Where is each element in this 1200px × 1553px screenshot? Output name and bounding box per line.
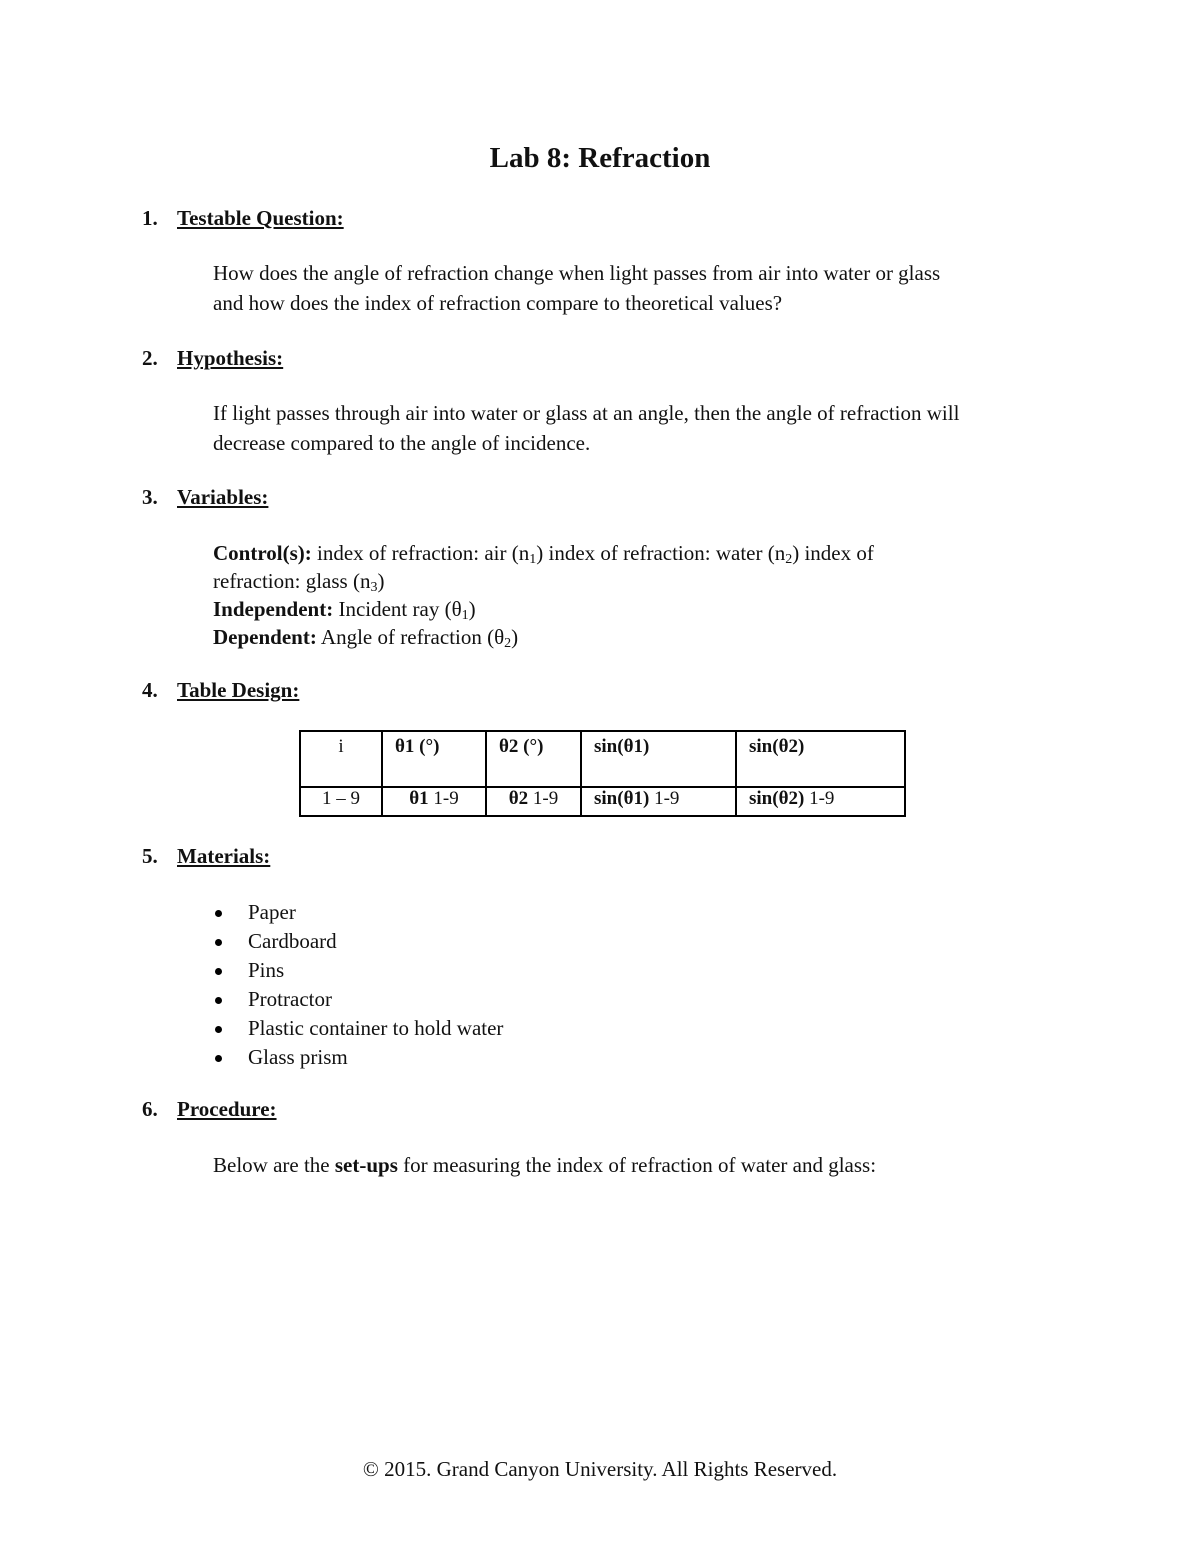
list-item-text: Glass prism bbox=[248, 1045, 348, 1069]
dependent-variable bbox=[213, 623, 1093, 651]
independent-text: ) bbox=[468, 597, 476, 621]
page-title: Lab 8: Refraction bbox=[489, 142, 711, 174]
procedure-text-end: for measuring the index of refraction of water and glass: bbox=[397, 1153, 877, 1177]
section-number: 1. bbox=[142, 206, 158, 230]
hypothesis-line: decrease compared to the angle of incidence. bbox=[213, 431, 591, 455]
section-label: Testable Question: bbox=[177, 206, 344, 230]
section-number: 5. bbox=[142, 844, 158, 868]
list-item-text: Pins bbox=[248, 958, 285, 982]
copyright-footer: © 2015. Grand Canyon University. All Rights Reserved. bbox=[362, 1457, 838, 1481]
procedure-text-start: Below are the bbox=[213, 1153, 335, 1177]
section-heading-table-design bbox=[142, 678, 299, 703]
control-text: ) bbox=[377, 569, 385, 593]
section-label: Table Design: bbox=[177, 678, 300, 702]
bullet-icon bbox=[215, 997, 222, 1004]
control-variables-cont bbox=[213, 567, 1093, 595]
section-heading-materials bbox=[142, 844, 270, 869]
header-cell: sin(θ2) bbox=[736, 731, 905, 787]
hypothesis-text bbox=[213, 398, 1093, 458]
bullet-icon bbox=[215, 939, 222, 946]
variables-text bbox=[213, 539, 1093, 651]
cell-text: 1-9 bbox=[649, 788, 680, 809]
hypothesis-line: If light passes through air into water or glass at an angle, then the angle of refraction will bbox=[213, 401, 960, 425]
section-number: 4. bbox=[142, 678, 158, 702]
cell-text: 1 – 9 bbox=[322, 788, 360, 809]
control-label: Control(s): bbox=[213, 541, 312, 565]
independent-label: Independent: bbox=[213, 597, 334, 621]
cell-bold: sin(θ1) bbox=[594, 788, 650, 809]
table-cell bbox=[736, 787, 905, 816]
independent-variable bbox=[213, 595, 1093, 623]
dependent-text: ) bbox=[511, 625, 519, 649]
dependent-text: Angle of refraction (θ bbox=[316, 625, 505, 649]
section-label: Materials: bbox=[177, 844, 271, 868]
list-item bbox=[213, 898, 503, 927]
header-cell: θ1 (°) bbox=[382, 731, 486, 787]
section-label: Hypothesis: bbox=[177, 346, 284, 370]
subscript: 1 bbox=[461, 608, 469, 623]
control-variables bbox=[213, 539, 1093, 567]
header-cell: θ2 (°) bbox=[486, 731, 581, 787]
table-cell bbox=[300, 787, 382, 816]
dependent-label: Dependent: bbox=[213, 625, 317, 649]
cell-bold: sin(θ2) bbox=[749, 788, 805, 809]
data-table bbox=[299, 730, 906, 817]
section-heading-variables bbox=[142, 485, 268, 510]
section-label: Procedure: bbox=[177, 1097, 277, 1121]
cell-text: 1-9 bbox=[428, 788, 459, 809]
list-item bbox=[213, 1043, 503, 1072]
header-cell: i bbox=[300, 731, 382, 787]
table-header-row bbox=[300, 731, 905, 787]
table-cell bbox=[486, 787, 581, 816]
control-text: index of refraction: air (n bbox=[311, 541, 530, 565]
procedure-text-bold: set-ups bbox=[334, 1153, 398, 1177]
subscript: 2 bbox=[504, 636, 512, 651]
control-text: refraction: glass (n bbox=[213, 569, 371, 593]
subscript: 1 bbox=[529, 552, 537, 567]
section-heading-question bbox=[142, 206, 344, 231]
table-row bbox=[300, 787, 905, 816]
list-item-text: Cardboard bbox=[248, 929, 337, 953]
question-text bbox=[213, 258, 1093, 318]
independent-text: Incident ray (θ bbox=[333, 597, 462, 621]
cell-bold: θ2 bbox=[508, 788, 529, 809]
list-item-text: Plastic container to hold water bbox=[248, 1016, 504, 1040]
header-cell: sin(θ1) bbox=[581, 731, 736, 787]
section-number: 6. bbox=[142, 1097, 158, 1121]
list-item bbox=[213, 927, 503, 956]
list-item-text: Paper bbox=[248, 900, 296, 924]
section-label: Variables: bbox=[177, 485, 269, 509]
list-item-text: Protractor bbox=[248, 987, 332, 1011]
subscript: 3 bbox=[370, 580, 378, 595]
control-text: ) index of bbox=[792, 541, 874, 565]
table-cell bbox=[382, 787, 486, 816]
subscript: 2 bbox=[785, 552, 793, 567]
section-number: 2. bbox=[142, 346, 158, 370]
bullet-icon bbox=[215, 1026, 222, 1033]
cell-text: 1-9 bbox=[528, 788, 559, 809]
question-line: and how does the index of refraction compare to theoretical values? bbox=[213, 291, 783, 315]
bullet-icon bbox=[215, 968, 222, 975]
bullet-icon bbox=[215, 910, 222, 917]
list-item bbox=[213, 1014, 503, 1043]
cell-text: 1-9 bbox=[804, 788, 835, 809]
section-number: 3. bbox=[142, 485, 158, 509]
control-text: ) index of refraction: water (n bbox=[536, 541, 786, 565]
list-item bbox=[213, 985, 503, 1014]
section-heading-hypothesis bbox=[142, 346, 283, 371]
section-heading-procedure bbox=[142, 1097, 277, 1122]
procedure-text bbox=[213, 1150, 1093, 1180]
bullet-icon bbox=[215, 1055, 222, 1062]
list-item bbox=[213, 956, 503, 985]
table-cell bbox=[581, 787, 736, 816]
materials-list bbox=[213, 898, 503, 1072]
cell-bold: θ1 bbox=[409, 788, 429, 809]
question-line: How does the angle of refraction change when light passes from air into water or glass bbox=[213, 261, 941, 285]
